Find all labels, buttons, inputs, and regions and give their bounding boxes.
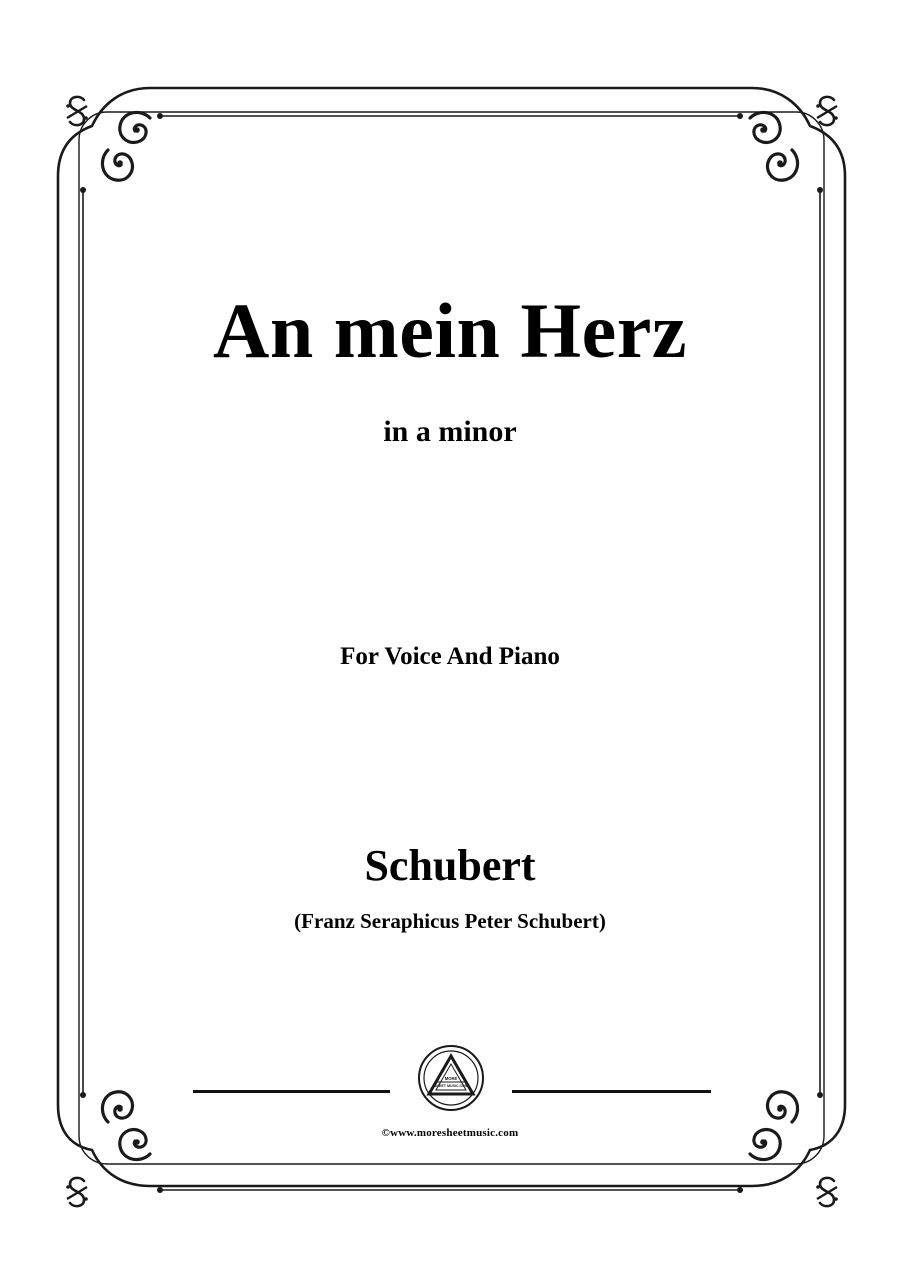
- composer-name: Schubert: [364, 841, 536, 890]
- corner-swirl-icon: [102, 112, 797, 1159]
- publisher-logo-icon: [417, 1044, 485, 1112]
- divider-right: [512, 1090, 711, 1093]
- svg-text:SHEET MUSIC.COM: SHEET MUSIC.COM: [434, 1084, 468, 1088]
- copyright-text: ©www.moresheetmusic.com: [381, 1127, 519, 1139]
- svg-text:MORE: MORE: [444, 1076, 458, 1081]
- composer-full-name: (Franz Seraphicus Peter Schubert): [294, 909, 606, 933]
- key-subtitle: in a minor: [383, 415, 517, 448]
- instrumentation-label: For Voice And Piano: [340, 643, 560, 670]
- divider-left: [193, 1090, 390, 1093]
- piece-title: An mein Herz: [213, 287, 687, 374]
